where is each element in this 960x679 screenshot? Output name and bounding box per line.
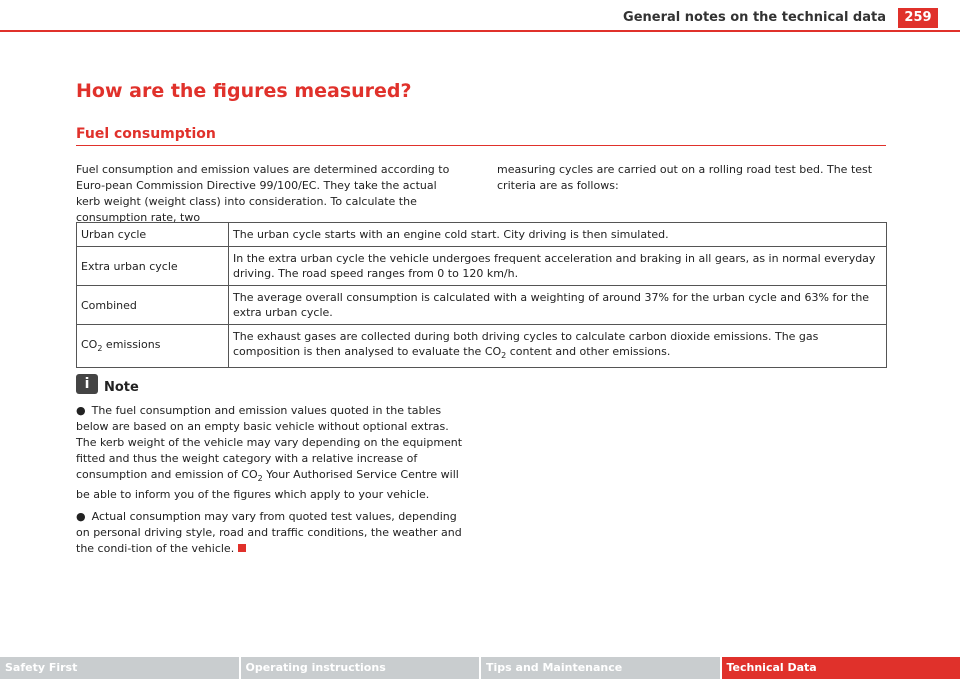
note-item <box>76 509 468 557</box>
subsection-rule <box>76 145 886 146</box>
footer-nav <box>0 657 960 679</box>
label-prefix: CO <box>81 337 98 351</box>
test-criteria-table <box>76 222 887 368</box>
row-label <box>77 325 229 368</box>
label-suffix: emissions <box>102 337 161 351</box>
footer-tab-technical-data[interactable]: Technical Data <box>722 657 960 679</box>
row-description: The average overall consumption is calculated with a weighting of around 37% for the urban cycle and 63% for the extra urban cycle. <box>229 286 887 325</box>
row-label: Urban cycle <box>77 223 229 247</box>
bullet-icon: ● <box>76 404 86 417</box>
page-number: 259 <box>898 8 938 28</box>
footer-tab-safety-first[interactable]: Safety First <box>0 657 241 679</box>
subsection-title: Fuel consumption <box>76 126 216 142</box>
bullet-icon: ● <box>76 510 86 524</box>
note-item-text-a: The fuel consumption and emission values quoted in the tables below are based on an empty basic vehicle without optional extras. The kerb weight of the vehicle may vary depending on the equipment fitted and thus the weight category with a relative increase of consumption and emission of CO <box>76 404 463 481</box>
note-item-text: Actual consumption may vary from quoted test values, depending on personal driving style, road and traffic conditions, the weather and the condi-tion of the vehicle. <box>76 510 462 556</box>
row-label: Extra urban cycle <box>77 247 229 286</box>
intro-paragraph-right: measuring cycles are carried out on a rolling road test bed. The test criteria are as follows: <box>497 163 873 192</box>
note-item-text-b: Your Authorised Service Centre will be able to inform you of the figures which apply to your vehicle. <box>76 468 459 502</box>
row-description <box>229 325 887 368</box>
description-part-a: The exhaust gases are collected during both driving cycles to calculate carbon dioxide emissions. The gas composition is then analysed to evaluate the CO <box>233 330 819 358</box>
table-row <box>77 325 887 368</box>
note-block <box>76 372 468 563</box>
row-description: The urban cycle starts with an engine cold start. City driving is then simulated. <box>229 223 887 247</box>
footer-tab-operating-instructions[interactable]: Operating instructions <box>241 657 482 679</box>
table-row <box>77 247 887 286</box>
note-item <box>76 403 468 503</box>
note-item-subscript: 2 <box>257 474 263 484</box>
row-description: In the extra urban cycle the vehicle undergoes frequent acceleration and braking in all gears, as in normal everyday driving. The road speed ranges from 0 to 120 km/h. <box>229 247 887 286</box>
info-icon: i <box>76 374 98 394</box>
description-part-b: content and other emissions. <box>506 345 671 358</box>
running-header-title: General notes on the technical data <box>623 10 886 25</box>
label-subscript: 2 <box>97 343 103 353</box>
end-of-section-icon <box>238 544 246 552</box>
table-row <box>77 223 887 247</box>
table-row <box>77 286 887 325</box>
section-title: How are the figures measured? <box>76 80 412 102</box>
header-rule <box>0 30 960 32</box>
description-subscript: 2 <box>501 351 507 361</box>
note-label: Note <box>104 380 139 395</box>
footer-tab-tips-and-maintenance[interactable]: Tips and Maintenance <box>481 657 722 679</box>
note-header <box>76 372 468 395</box>
row-label: Combined <box>77 286 229 325</box>
intro-paragraph-left: Fuel consumption and emission values are determined according to Euro-pean Commission Directive 99/100/EC. They take the actual kerb weight (weight class) into consideration. To calculate the consumption rate, two <box>76 163 450 224</box>
